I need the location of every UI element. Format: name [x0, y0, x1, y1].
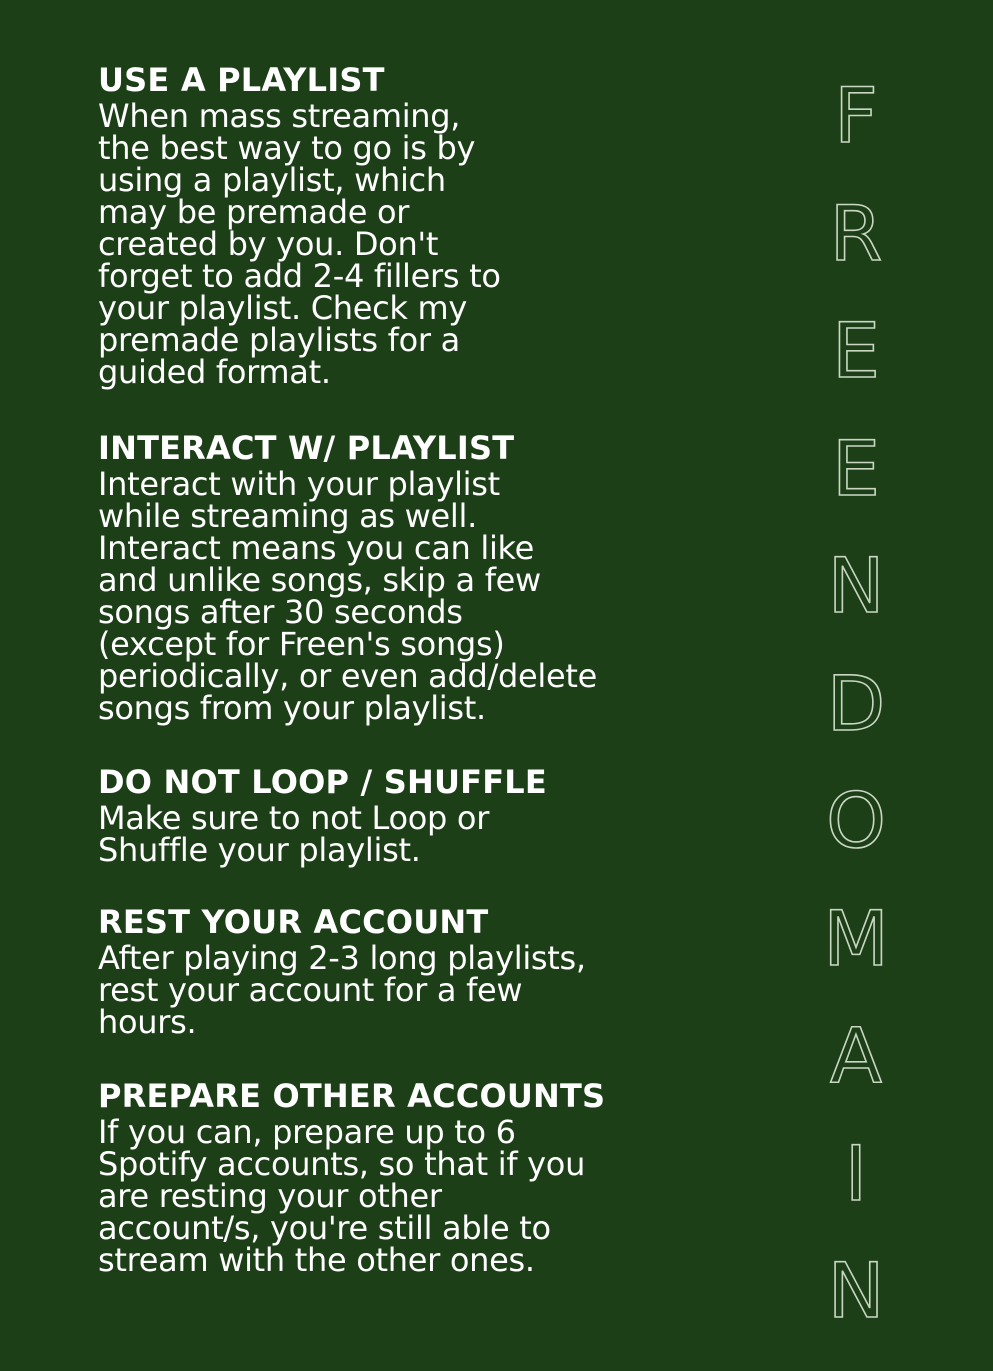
section-body: [98, 939, 718, 1041]
section-interact-with-playlist: [98, 428, 718, 727]
body-line: If you can, prepare up to 6: [98, 1113, 516, 1151]
body-line: Shuffle your playlist.: [98, 831, 421, 869]
spacer: [98, 866, 718, 902]
body-line: When mass streaming,: [98, 97, 461, 135]
title-letter: R: [829, 188, 883, 278]
section-do-not-loop-shuffle: [98, 762, 718, 869]
body-line: songs from your playlist.: [98, 689, 486, 727]
body-line: your playlist. Check my: [98, 289, 468, 327]
spacer: [98, 724, 718, 762]
body-line: Make sure to not Loop or: [98, 799, 490, 837]
body-line: while streaming as well.: [98, 497, 477, 535]
title-letter: O: [826, 776, 886, 865]
body-line: forget to add 2-4 fillers to: [98, 257, 501, 295]
section-prepare-other-accounts: [98, 1076, 718, 1279]
body-line: premade playlists for a: [98, 321, 460, 359]
section-body: [98, 97, 718, 391]
body-line: may be premade or: [98, 193, 410, 231]
section-heading: REST YOUR ACCOUNT: [98, 903, 489, 941]
body-line: account/s, you're still able to: [98, 1209, 551, 1247]
title-letter: I: [844, 1128, 868, 1218]
section-body: [98, 1113, 718, 1279]
body-line: guided format.: [98, 353, 331, 391]
title-letter: E: [831, 306, 881, 395]
title-letter: N: [827, 541, 885, 630]
body-line: and unlike songs, skip a few: [98, 561, 541, 599]
spacer: [98, 388, 718, 428]
guide-content: [98, 60, 718, 1279]
vertical-outline-title: [820, 71, 892, 1371]
body-line: created by you. Don't: [98, 225, 439, 263]
body-line: (except for Freen's songs): [98, 625, 505, 663]
body-line: using a playlist, which: [98, 161, 446, 199]
body-line: are resting your other: [98, 1177, 442, 1215]
section-body: [98, 465, 718, 727]
section-body: [98, 799, 718, 869]
section-heading: INTERACT W/ PLAYLIST: [98, 429, 515, 467]
title-letter: F: [834, 71, 878, 160]
title-letter: A: [830, 1011, 882, 1100]
title-letter: M: [823, 893, 889, 983]
section-heading: DO NOT LOOP / SHUFFLE: [98, 763, 547, 801]
body-line: After playing 2-3 long playlists,: [98, 939, 586, 977]
body-line: Interact means you can like: [98, 529, 535, 567]
section-heading: PREPARE OTHER ACCOUNTS: [98, 1077, 606, 1115]
body-line: periodically, or even add/delete: [98, 657, 597, 695]
body-line: the best way to go is by: [98, 129, 476, 167]
spacer: [98, 1038, 718, 1076]
body-line: hours.: [98, 1003, 197, 1041]
body-line: stream with the other ones.: [98, 1241, 535, 1279]
title-letter: N: [827, 1246, 885, 1335]
body-line: Spotify accounts, so that if you: [98, 1145, 586, 1183]
title-letter: D: [826, 658, 886, 748]
title-letter: E: [831, 423, 881, 513]
section-heading: USE A PLAYLIST: [98, 61, 385, 99]
body-line: Interact with your playlist: [98, 465, 500, 503]
body-line: songs after 30 seconds: [98, 593, 463, 631]
section-use-a-playlist: [98, 60, 718, 391]
section-rest-your-account: [98, 902, 718, 1041]
body-line: rest your account for a few: [98, 971, 523, 1009]
